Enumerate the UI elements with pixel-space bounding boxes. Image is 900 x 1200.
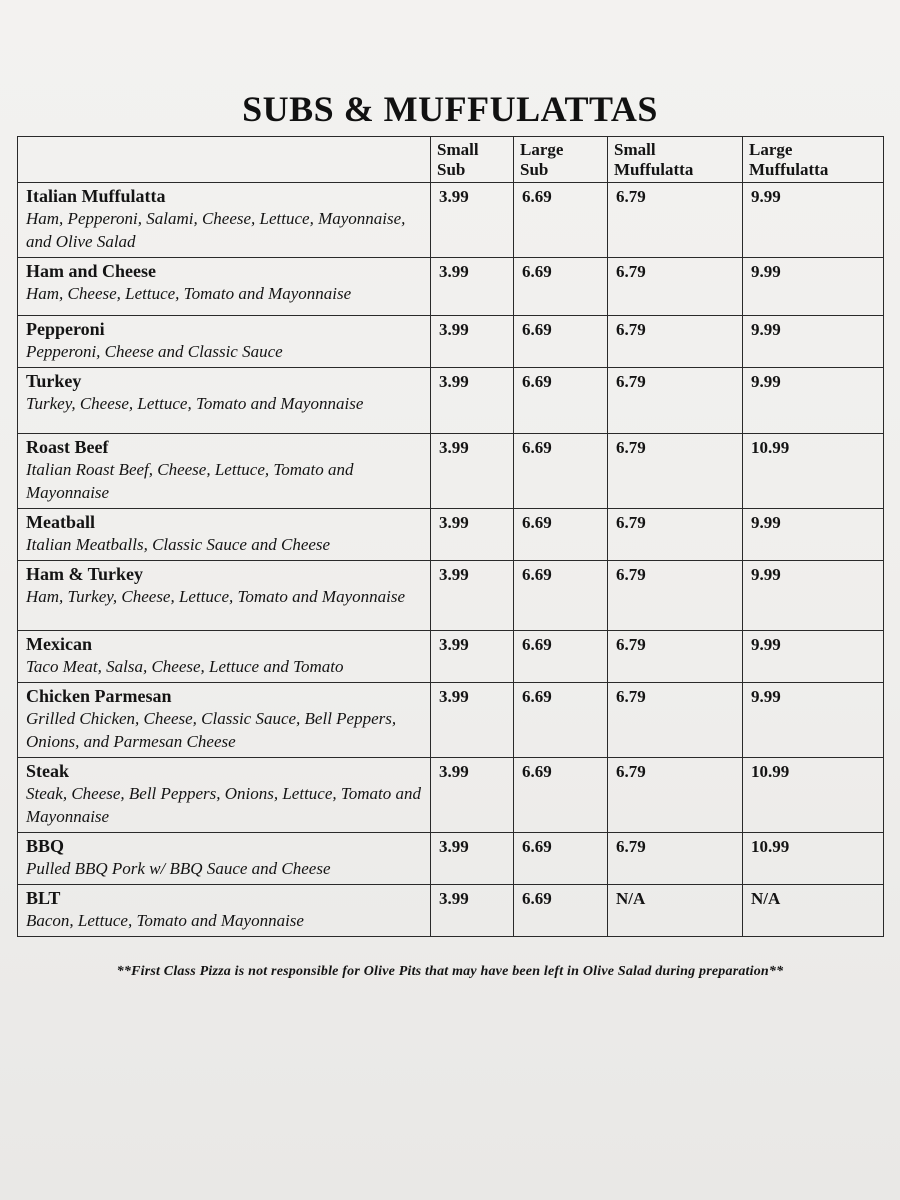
price-large-muffulatta: 9.99 — [751, 635, 781, 654]
price-large-muffulatta: 10.99 — [751, 762, 790, 781]
price-small-muffulatta: 6.79 — [616, 513, 646, 532]
menu-item-cell — [18, 631, 431, 683]
price-large-sub-cell — [514, 183, 608, 258]
price-large-sub: 6.69 — [522, 513, 552, 532]
price-small-sub: 3.99 — [439, 320, 469, 339]
price-large-muffulatta-cell — [743, 509, 884, 561]
menu-item-name: Chicken Parmesan — [26, 686, 172, 706]
price-large-sub-cell — [514, 434, 608, 509]
price-small-sub: 3.99 — [439, 687, 469, 706]
price-small-muffulatta-cell — [608, 316, 743, 368]
price-large-muffulatta-cell — [743, 561, 884, 631]
price-large-sub: 6.69 — [522, 320, 552, 339]
menu-row — [18, 683, 884, 758]
price-large-muffulatta: 9.99 — [751, 187, 781, 206]
price-small-sub: 3.99 — [439, 837, 469, 856]
menu-item-description: Ham, Turkey, Cheese, Lettuce, Tomato and Mayonnaise — [26, 587, 405, 606]
price-large-muffulatta: N/A — [751, 889, 781, 908]
price-small-sub-cell — [431, 368, 514, 434]
price-large-muffulatta-cell — [743, 758, 884, 833]
menu-item-name: BBQ — [26, 836, 65, 856]
menu-item-cell — [18, 509, 431, 561]
price-small-sub: 3.99 — [439, 635, 469, 654]
price-small-sub-cell — [431, 758, 514, 833]
menu-item-description: Bacon, Lettuce, Tomato and Mayonnaise — [26, 911, 304, 930]
menu-row — [18, 509, 884, 561]
price-large-muffulatta-cell — [743, 885, 884, 937]
menu-item-name: Steak — [26, 761, 70, 781]
price-small-muffulatta-cell — [608, 758, 743, 833]
price-large-sub-cell — [514, 833, 608, 885]
header-small-muffulatta: Small Muffulatta — [608, 137, 743, 183]
price-small-muffulatta: 6.79 — [616, 372, 646, 391]
price-large-muffulatta-cell — [743, 316, 884, 368]
price-large-muffulatta: 9.99 — [751, 513, 781, 532]
menu-item-description: Italian Roast Beef, Cheese, Lettuce, Tomato and Mayonnaise — [26, 460, 354, 502]
menu-item-description: Turkey, Cheese, Lettuce, Tomato and Mayonnaise — [26, 394, 364, 413]
page-title: SUBS & MUFFULATTAS — [242, 89, 658, 129]
price-small-muffulatta-cell — [608, 631, 743, 683]
menu-row — [18, 434, 884, 509]
menu-row — [18, 258, 884, 316]
price-small-muffulatta: 6.79 — [616, 635, 646, 654]
price-small-muffulatta-cell — [608, 509, 743, 561]
menu-item-description: Steak, Cheese, Bell Peppers, Onions, Lettuce, Tomato and Mayonnaise — [26, 784, 422, 826]
price-large-muffulatta-cell — [743, 683, 884, 758]
price-small-muffulatta-cell — [608, 683, 743, 758]
menu-item-name: Meatball — [26, 512, 95, 532]
price-small-sub-cell — [431, 434, 514, 509]
price-small-muffulatta: 6.79 — [616, 565, 646, 584]
price-large-muffulatta: 9.99 — [751, 687, 781, 706]
menu-item-description: Taco Meat, Salsa, Cheese, Lettuce and Tomato — [26, 657, 344, 676]
menu-item-description: Grilled Chicken, Cheese, Classic Sauce, Bell Peppers, Onions, and Parmesan Cheese — [26, 709, 397, 751]
price-small-sub: 3.99 — [439, 889, 469, 908]
price-large-muffulatta-cell — [743, 258, 884, 316]
price-large-muffulatta: 10.99 — [751, 438, 790, 457]
price-small-sub: 3.99 — [439, 565, 469, 584]
price-small-muffulatta-cell — [608, 833, 743, 885]
price-large-sub: 6.69 — [522, 889, 552, 908]
menu-item-cell — [18, 561, 431, 631]
price-large-sub-cell — [514, 885, 608, 937]
menu-item-cell — [18, 368, 431, 434]
menu-item-cell — [18, 183, 431, 258]
menu-item-cell — [18, 316, 431, 368]
price-small-sub-cell — [431, 509, 514, 561]
price-small-sub-cell — [431, 683, 514, 758]
menu-row — [18, 885, 884, 937]
price-small-sub: 3.99 — [439, 372, 469, 391]
price-small-muffulatta-cell — [608, 183, 743, 258]
price-large-sub-cell — [514, 631, 608, 683]
olive-pit-disclaimer: **First Class Pizza is not responsible for Olive Pits that may have been left in Olive Salad during preparation** — [116, 964, 784, 979]
header-large-muffulatta: Large Muffulatta — [743, 137, 884, 183]
price-small-sub: 3.99 — [439, 262, 469, 281]
price-large-muffulatta-cell — [743, 631, 884, 683]
price-large-muffulatta: 9.99 — [751, 262, 781, 281]
price-small-sub-cell — [431, 561, 514, 631]
price-small-muffulatta: N/A — [616, 889, 646, 908]
price-large-sub-cell — [514, 561, 608, 631]
price-small-sub-cell — [431, 631, 514, 683]
menu-row — [18, 758, 884, 833]
menu-item-name: Mexican — [26, 634, 92, 654]
menu-item-description: Italian Meatballs, Classic Sauce and Cheese — [26, 535, 331, 554]
price-large-sub-cell — [514, 758, 608, 833]
menu-row — [18, 368, 884, 434]
menu-table — [17, 136, 884, 937]
menu-item-name: Roast Beef — [26, 437, 109, 457]
price-small-muffulatta-cell — [608, 258, 743, 316]
price-small-sub-cell — [431, 258, 514, 316]
price-small-sub: 3.99 — [439, 762, 469, 781]
menu-item-name: Italian Muffulatta — [26, 186, 166, 206]
menu-item-description: Ham, Pepperoni, Salami, Cheese, Lettuce, Mayonnaise, and Olive Salad — [26, 209, 406, 251]
price-small-muffulatta: 6.79 — [616, 262, 646, 281]
menu-item-description: Ham, Cheese, Lettuce, Tomato and Mayonnaise — [26, 284, 352, 303]
menu-item-name: Turkey — [26, 371, 82, 391]
price-small-sub-cell — [431, 183, 514, 258]
price-small-muffulatta: 6.79 — [616, 187, 646, 206]
header-large-sub: Large Sub — [514, 137, 608, 183]
price-small-sub: 3.99 — [439, 438, 469, 457]
menu-row — [18, 631, 884, 683]
price-large-sub-cell — [514, 683, 608, 758]
price-small-sub-cell — [431, 833, 514, 885]
price-large-sub: 6.69 — [522, 187, 552, 206]
price-large-sub: 6.69 — [522, 565, 552, 584]
menu-item-cell — [18, 258, 431, 316]
menu-row — [18, 561, 884, 631]
price-small-muffulatta-cell — [608, 885, 743, 937]
header-row — [18, 137, 884, 183]
menu-item-description: Pulled BBQ Pork w/ BBQ Sauce and Cheese — [26, 859, 331, 878]
price-large-muffulatta: 9.99 — [751, 372, 781, 391]
price-large-sub: 6.69 — [522, 372, 552, 391]
menu-row — [18, 316, 884, 368]
menu-item-name: Ham and Cheese — [26, 261, 156, 281]
price-large-sub-cell — [514, 368, 608, 434]
price-large-muffulatta-cell — [743, 368, 884, 434]
menu-item-name: Ham & Turkey — [26, 564, 144, 584]
price-large-sub: 6.69 — [522, 687, 552, 706]
price-small-muffulatta: 6.79 — [616, 687, 646, 706]
header-item — [18, 137, 431, 183]
price-small-sub: 3.99 — [439, 187, 469, 206]
price-small-muffulatta: 6.79 — [616, 320, 646, 339]
price-large-sub-cell — [514, 509, 608, 561]
menu-item-cell — [18, 833, 431, 885]
price-large-sub: 6.69 — [522, 262, 552, 281]
menu-item-cell — [18, 758, 431, 833]
price-large-muffulatta-cell — [743, 434, 884, 509]
price-small-sub-cell — [431, 316, 514, 368]
menu-item-name: BLT — [26, 888, 61, 908]
price-large-sub-cell — [514, 316, 608, 368]
menu-row — [18, 833, 884, 885]
price-large-muffulatta-cell — [743, 183, 884, 258]
price-small-muffulatta: 6.79 — [616, 837, 646, 856]
menu-item-cell — [18, 885, 431, 937]
price-small-muffulatta-cell — [608, 368, 743, 434]
price-large-sub: 6.69 — [522, 837, 552, 856]
price-large-sub: 6.69 — [522, 438, 552, 457]
price-large-sub-cell — [514, 258, 608, 316]
menu-item-description: Pepperoni, Cheese and Classic Sauce — [26, 342, 283, 361]
menu-item-cell — [18, 434, 431, 509]
menu-row — [18, 183, 884, 258]
price-small-muffulatta: 6.79 — [616, 762, 646, 781]
menu-item-name: Pepperoni — [26, 319, 105, 339]
price-large-muffulatta: 9.99 — [751, 565, 781, 584]
price-small-sub: 3.99 — [439, 513, 469, 532]
price-small-muffulatta-cell — [608, 561, 743, 631]
price-small-muffulatta: 6.79 — [616, 438, 646, 457]
header-small-sub: Small Sub — [431, 137, 514, 183]
price-large-sub: 6.69 — [522, 762, 552, 781]
price-small-muffulatta-cell — [608, 434, 743, 509]
price-large-muffulatta-cell — [743, 833, 884, 885]
price-small-sub-cell — [431, 885, 514, 937]
menu-item-cell — [18, 683, 431, 758]
price-large-sub: 6.69 — [522, 635, 552, 654]
price-large-muffulatta: 10.99 — [751, 837, 790, 856]
price-large-muffulatta: 9.99 — [751, 320, 781, 339]
